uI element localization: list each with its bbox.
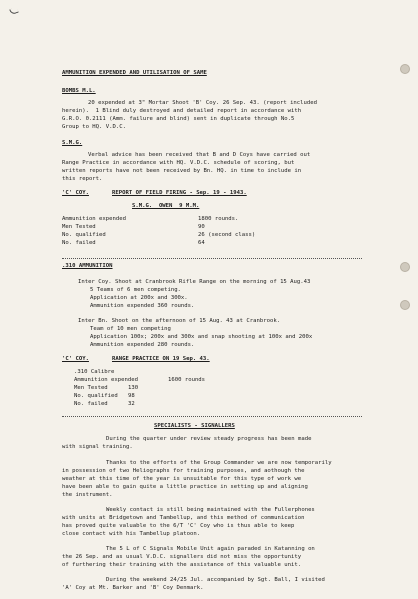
smg-line: written reports have not been received by Bn. HQ. in time to include in (62, 168, 302, 174)
bombs-heading: BOMBS M.L. (62, 88, 96, 94)
section-divider (62, 416, 362, 417)
smg-line: this report. (62, 176, 103, 182)
tick-mark-icon (9, 7, 19, 15)
specialists-line: 'A' Coy at Mt. Barker and 'B' Coy Denmark. (62, 585, 204, 591)
field-firing-row-value: 90 (198, 224, 205, 230)
field-firing-row-label: No. failed (62, 240, 96, 246)
field-firing-row-value: 64 (198, 240, 205, 246)
field-firing-row-label: Men Tested (62, 224, 96, 230)
smg-line: Range Practice in accordance with HQ. V.D.C. schedule of scoring, but (62, 160, 295, 166)
bombs-line: G.R.O. 0.2111 (Amm. failure and blind) sent in duplicate through No.5 (62, 116, 295, 122)
ammunition-310-line: Ammunition expended 360 rounds. (90, 303, 195, 309)
specialists-line: with units at Bridgetown and Tambellup, and this method of communication (62, 515, 305, 521)
range-practice-row-label: No. qualified (74, 393, 118, 399)
ammunition-310-line: Application at 200x and 300x. (90, 295, 188, 301)
range-practice-calibre: .310 Calibre (74, 369, 115, 375)
range-practice-row-value: 1600 rounds (168, 377, 206, 383)
specialists-line: close contact with his Tambellup platoon. (62, 531, 201, 537)
smg-heading: S.M.G. (62, 140, 83, 146)
punch-hole-icon (400, 300, 410, 310)
specialists-line: the 26 Sep. and as usual V.D.C. signallers did not miss the opportunity (62, 554, 302, 560)
field-firing-row-value: 26 (second class) (198, 232, 256, 238)
specialists-line: with signal training. (62, 444, 133, 450)
ammunition-310-line: 5 Teams of 6 men competing. (90, 287, 181, 293)
ammunition-310-line: Inter Coy. Shoot at Cranbrook Rifle Range on the morning of 15 Aug.43 (78, 279, 311, 285)
ammunition-310-line: Application 100x; 200x and 300x and snap shooting at 100x and 200x (90, 334, 313, 340)
range-practice-row-label: Men Tested (74, 385, 108, 391)
range-practice-row-value: 98 (128, 393, 135, 399)
bombs-line: 20 expended at 3" Mortar Shoot 'B' Coy. 26 Sep. 43. (report included (88, 100, 318, 106)
specialists-line: Thanks to the efforts of the Group Commander we are now temporarily (106, 460, 332, 466)
range-practice-coy: 'C' COY. (62, 356, 89, 362)
specialists-line: have been able to gain quite a little practice in setting up and aligning (62, 484, 308, 490)
ammunition-310-line: Ammunition expended 280 rounds. (90, 342, 195, 348)
specialists-line: has proved quite valuable to the 6/T 'C' Coy who is thus able to keep (62, 523, 295, 529)
specialists-line: During the weekend 24/25 Jul. accompanied by Sgt. Ball, I visited (106, 577, 325, 583)
bombs-line: herein). 1 Blind duly destroyed and detailed report in accordance with (62, 108, 302, 114)
field-firing-subheading: S.M.G. OWEN 9 M.M. (132, 203, 200, 209)
field-firing-coy: 'C' COY. (62, 190, 89, 196)
field-firing-row-value: 1800 rounds. (198, 216, 239, 222)
page-title: AMMUNITION EXPENDED AND UTILISATION OF SAME (62, 70, 207, 76)
smg-line: Verbal advice has been received that B and D Coys have carried out (88, 152, 311, 158)
specialists-line: of furthering their training with the assistance of this valuable unit. (62, 562, 302, 568)
bombs-line: Group to HQ. V.D.C. (62, 124, 126, 130)
range-practice-heading: RANGE PRACTICE ON 19 Sep. 43. (112, 356, 210, 362)
specialists-line: weather at this time of the year is unsuitable for this type of work we (62, 476, 302, 482)
specialists-line: The 5 L of C Signals Mobile Unit again paraded in Katanning on (106, 546, 315, 552)
specialists-line: During the quarter under review steady progress has been made (106, 436, 312, 442)
range-practice-row-value: 130 (128, 385, 139, 391)
specialists-line: in possession of two Heliographs for training purposes, and aothough the (62, 468, 305, 474)
ammunition-310-heading: .310 AMMUNITION (62, 263, 113, 269)
specialists-heading: SPECIALISTS - SIGNALLERS (154, 423, 235, 429)
range-practice-row-value: 32 (128, 401, 135, 407)
ammunition-310-line: Inter Bn. Shoot on the afternoon of 15 Aug. 43 at Cranbrook. (78, 318, 281, 324)
field-firing-heading: REPORT OF FIELD FIRING - Sep. 19 - 1943. (112, 190, 247, 196)
field-firing-row-label: Ammunition expended (62, 216, 126, 222)
range-practice-row-label: Ammunition expended (74, 377, 138, 383)
punch-hole-icon (400, 64, 410, 74)
ammunition-310-line: Team of 10 men competing (90, 326, 171, 332)
section-divider (62, 258, 362, 259)
specialists-line: the instrument. (62, 492, 113, 498)
specialists-line: Weekly contact is still being maintained with the Fullerphones (106, 507, 315, 513)
punch-hole-icon (400, 262, 410, 272)
range-practice-row-label: No. failed (74, 401, 108, 407)
field-firing-row-label: No. qualified (62, 232, 106, 238)
